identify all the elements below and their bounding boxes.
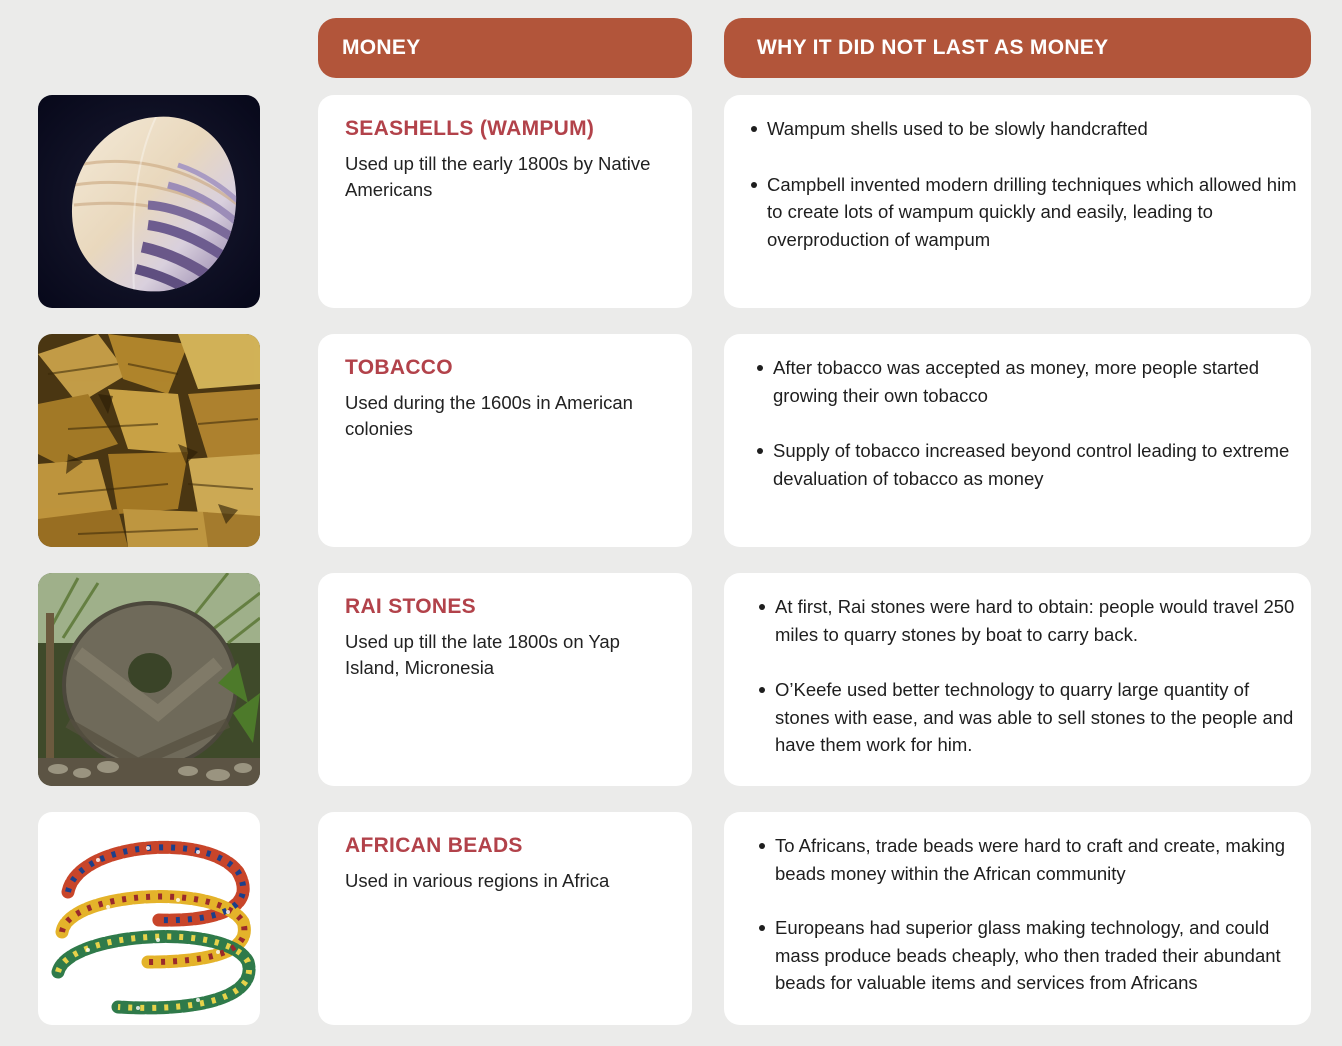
reason-item: Campbell invented modern drilling techniques which allowed him to create lots of wampum quickly and easily, leading to overproduction of wampum — [724, 171, 1297, 254]
money-description: Used up till the early 1800s by Native Americans — [345, 153, 651, 200]
reason-list — [724, 354, 1297, 492]
reason-list — [724, 593, 1297, 759]
rai-stone-photo — [38, 573, 260, 786]
money-card-tobacco — [318, 334, 692, 547]
reason-item: After tobacco was accepted as money, more people started growing their own tobacco — [724, 354, 1297, 409]
why-card-african-beads — [724, 812, 1311, 1025]
reason-item: Europeans had superior glass making technology, and could mass produce beads cheaply, who then traded their abundant beads for valuable items and services from Africans — [724, 914, 1297, 997]
reason-list — [724, 115, 1297, 253]
reason-item: Wampum shells used to be slowly handcrafted — [724, 115, 1297, 143]
money-card-rai-stones — [318, 573, 692, 786]
money-description: Used in various regions in Africa — [345, 870, 610, 891]
reason-item: O’Keefe used better technology to quarry large quantity of stones with ease, and was able to sell stones to the people and have them work for him. — [724, 676, 1297, 759]
reason-item: Supply of tobacco increased beyond control leading to extreme devaluation of tobacco as money — [724, 437, 1297, 492]
why-card-tobacco — [724, 334, 1311, 547]
money-title: TOBACCO — [345, 356, 453, 379]
why-card-rai-stones — [724, 573, 1311, 786]
why-header-label: WHY IT DID NOT LAST AS MONEY — [757, 36, 1109, 59]
reason-list — [724, 832, 1297, 997]
money-title: SEASHELLS (WAMPUM) — [345, 117, 595, 140]
why-card-seashells — [724, 95, 1311, 308]
money-title: AFRICAN BEADS — [345, 834, 523, 857]
money-description: Used up till the late 1800s on Yap Island, Micronesia — [345, 631, 620, 678]
money-column-header — [318, 18, 692, 78]
african-beads-photo — [38, 812, 260, 1025]
reason-item: At first, Rai stones were hard to obtain: people would travel 250 miles to quarry stones by boat to carry back. — [724, 593, 1297, 648]
money-title: RAI STONES — [345, 595, 476, 618]
money-card-african-beads — [318, 812, 692, 1025]
money-card-seashells — [318, 95, 692, 308]
money-description: Used during the 1600s in American colonies — [345, 392, 633, 439]
tobacco-leaves-photo — [38, 334, 260, 547]
reason-item: To Africans, trade beads were hard to craft and create, making beads money within the African community — [724, 832, 1297, 887]
money-header-label: MONEY — [342, 36, 421, 59]
seashell-photo — [38, 95, 260, 308]
why-column-header — [724, 18, 1311, 78]
